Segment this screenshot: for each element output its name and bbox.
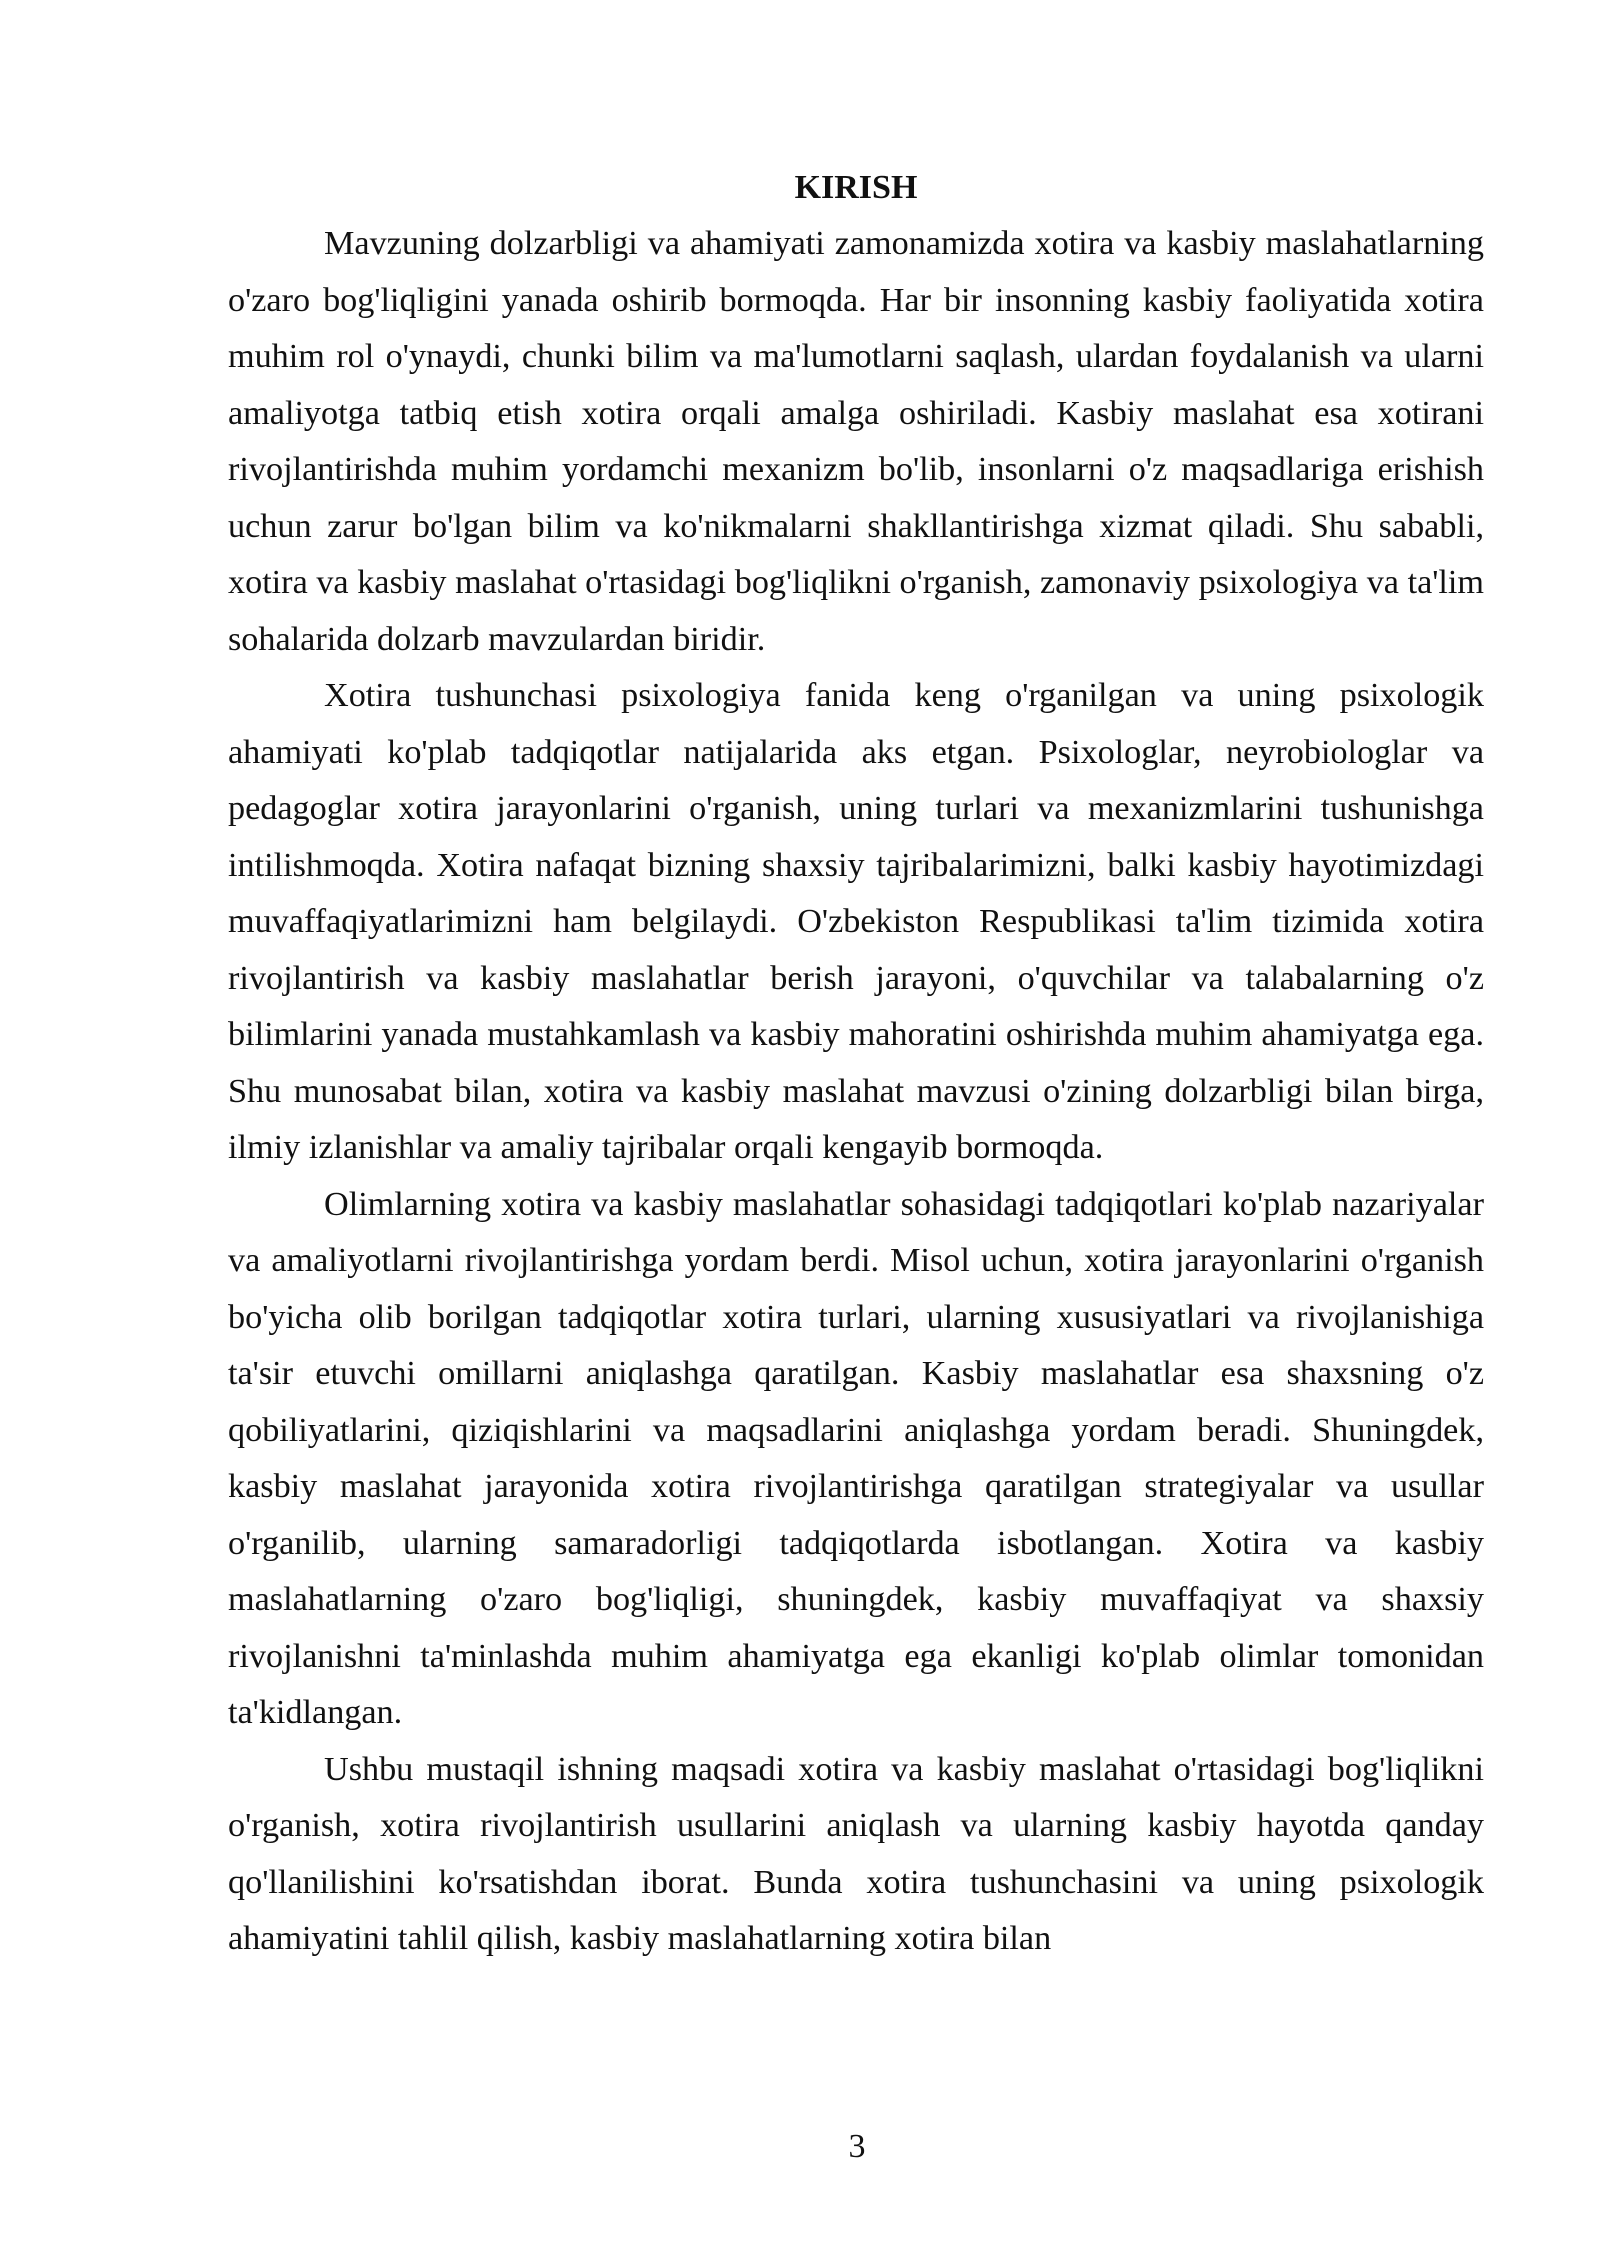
paragraph-2: Xotira tushunchasi psixologiya fanida keng o'rganilgan va uning psixologik ahamiyati ko'plab tadqiqotlar natijalarida aks etgan. Psixologlar, neyrobiologlar va pedagoglar xotira jarayonlarini o'rganish, uning turlari va mexanizmlarini tushunishga intilishmoqda. Xotira nafaqat bizning shaxsiy tajribalarimizni, balki kasbiy hayotimizdagi muvaffaqiyatlarimizni ham belgilaydi. O'zbekiston Respublikasi ta'lim tizimida xotira rivojlantirish va kasbiy maslahatlar berish jarayoni, o'quvchilar va talabalarning o'z bilimlarini yanada mustahkamlash va kasbiy mahoratini oshirishda muhim ahamiyatga ega. Shu munosabat bilan, xotira va kasbiy maslahat mavzusi o'zining dolzarbligi bilan birga, ilmiy izlanishlar va amaliy tajribalar orqali kengayib bormoqda. <box>228 677 1484 1166</box>
page-title: KIRISH <box>794 169 918 206</box>
document-page <box>228 160 1484 1968</box>
paragraph-1: Mavzuning dolzarbligi va ahamiyati zamonamizda xotira va kasbiy maslahatlarning o'zaro bog'liqligini yanada oshirib bormoqda. Har bir insonning kasbiy faoliyatida xotira muhim rol o'ynaydi, chunki bilim va ma'lumotlarni saqlash, ulardan foydalanish va ularni amaliyotga tatbiq etish xotira orqali amalga oshiriladi. Kasbiy maslahat esa xotirani rivojlantirishda muhim yordamchi mexanizm bo'lib, insonlarni o'z maqsadlariga erishish uchun zarur bo'lgan bilim va ko'nikmalarni shakllantirishga xizmat qiladi. Shu sababli, xotira va kasbiy maslahat o'rtasidagi bog'liqlikni o'rganish, zamonaviy psixologiya va ta'lim sohalarida dolzarb mavzulardan biridir. <box>228 225 1484 658</box>
paragraph-3: Olimlarning xotira va kasbiy maslahatlar sohasidagi tadqiqotlari ko'plab nazariyalar va amaliyotlarni rivojlantirishga yordam berdi. Misol uchun, xotira jarayonlarini o'rganish bo'yicha olib borilgan tadqiqotlar xotira turlari, ularning xususiyatlari va rivojlanishiga ta'sir etuvchi omillarni aniqlashga qaratilgan. Kasbiy maslahatlar esa shaxsning o'z qobiliyatlarini, qiziqishlarini va maqsadlarini aniqlashga yordam beradi. Shuningdek, kasbiy maslahat jarayonida xotira rivojlantirishga qaratilgan strategiyalar va usullar o'rganilib, ularning samaradorligi tadqiqotlarda isbotlangan. Xotira va kasbiy maslahatlarning o'zaro bog'liqligi, shuningdek, kasbiy muvaffaqiyat va shaxsiy rivojlanishni ta'minlashda muhim ahamiyatga ega ekanligi ko'plab olimlar tomonidan ta'kidlangan. <box>228 1185 1484 1731</box>
paragraph-4: Ushbu mustaqil ishning maqsadi xotira va kasbiy maslahat o'rtasidagi bog'liqlikni o'rganish, xotira rivojlantirish usullarini aniqlash va ularning kasbiy hayotda qanday qo'llanilishini ko'rsatishdan iborat. Bunda xotira tushunchasini va uning psixologik ahamiyatini tahlil qilish, kasbiy maslahatlarning xotira bilan <box>228 1750 1484 1957</box>
page-number: 3 <box>848 2128 866 2165</box>
